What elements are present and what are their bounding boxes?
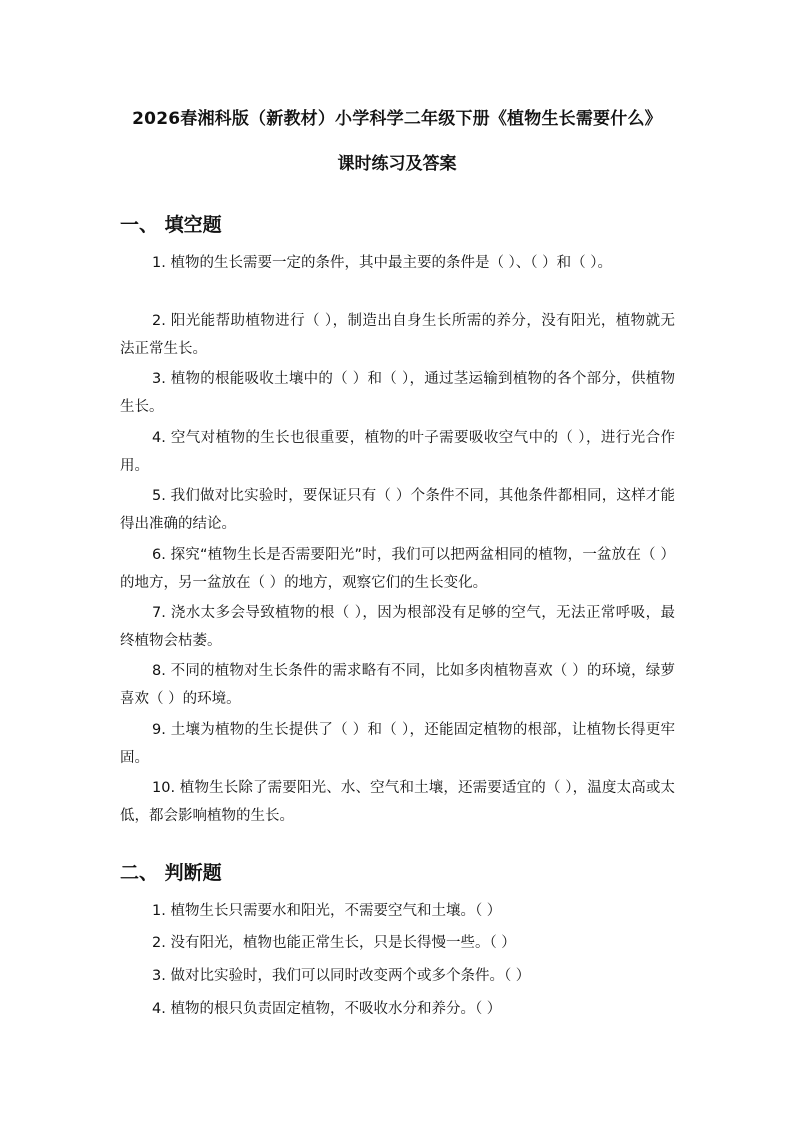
fill-in-question-4: 4. 空气对植物的生长也很重要，植物的叶子需要吸收空气中的（ ），进行光合作用。 [120, 430, 675, 474]
fill-in-question-5: 5. 我们做对比实验时，要保证只有（ ）个条件不同，其他条件都相同，这样才能得出准确的结论。 [120, 488, 675, 532]
fill-in-question-10: 10. 植物生长除了需要阳光、水、空气和土壤，还需要适宜的（ ），温度太高或太低，都会影响植物的生长。 [120, 780, 675, 824]
fill-in-question-7: 7. 浇水太多会导致植物的根（ ），因为根部没有足够的空气，无法正常呼吸，最终植物会枯萎。 [120, 605, 675, 649]
fill-in-question-6: 6. 探究“植物生长是否需要阳光”时，我们可以把两盆相同的植物，一盆放在（ ）的地方，另一盆放在（ ）的地方，观察它们的生长变化。 [120, 547, 675, 591]
section-heading-fill-in: 一、 填空题 [120, 214, 222, 236]
fill-in-question-2: 2. 阳光能帮助植物进行（ ），制造出自身生长所需的养分，没有阳光，植物就无法正常生长。 [120, 313, 675, 357]
document-subtitle: 课时练习及答案 [337, 154, 457, 174]
fill-in-question-1: 1. 植物的生长需要一定的条件，其中最主要的条件是（ ）、（ ）和（ ）。 [152, 255, 613, 271]
document-title: 2026春湘科版（新教材）小学科学二年级下册《植物生长需要什么》 [132, 109, 662, 129]
section-heading-true-false: 二、 判断题 [120, 862, 222, 884]
true-false-question-3: 3. 做对比实验时，我们可以同时改变两个或多个条件。（ ） [152, 968, 531, 984]
true-false-question-4: 4. 植物的根只负责固定植物，不吸收水分和养分。（ ） [152, 1001, 502, 1017]
fill-in-question-8: 8. 不同的植物对生长条件的需求略有不同，比如多肉植物喜欢（ ）的环境，绿萝喜欢（ ）的环境。 [120, 663, 675, 707]
fill-in-question-9: 9. 土壤为植物的生长提供了（ ）和（ ），还能固定植物的根部，让植物长得更牢固。 [120, 722, 675, 766]
true-false-question-1: 1. 植物生长只需要水和阳光，不需要空气和土壤。（ ） [152, 903, 502, 919]
fill-in-question-3: 3. 植物的根能吸收土壤中的（ ）和（ ），通过茎运输到植物的各个部分，供植物生长。 [120, 371, 675, 415]
true-false-question-2: 2. 没有阳光，植物也能正常生长，只是长得慢一些。（ ） [152, 935, 516, 951]
